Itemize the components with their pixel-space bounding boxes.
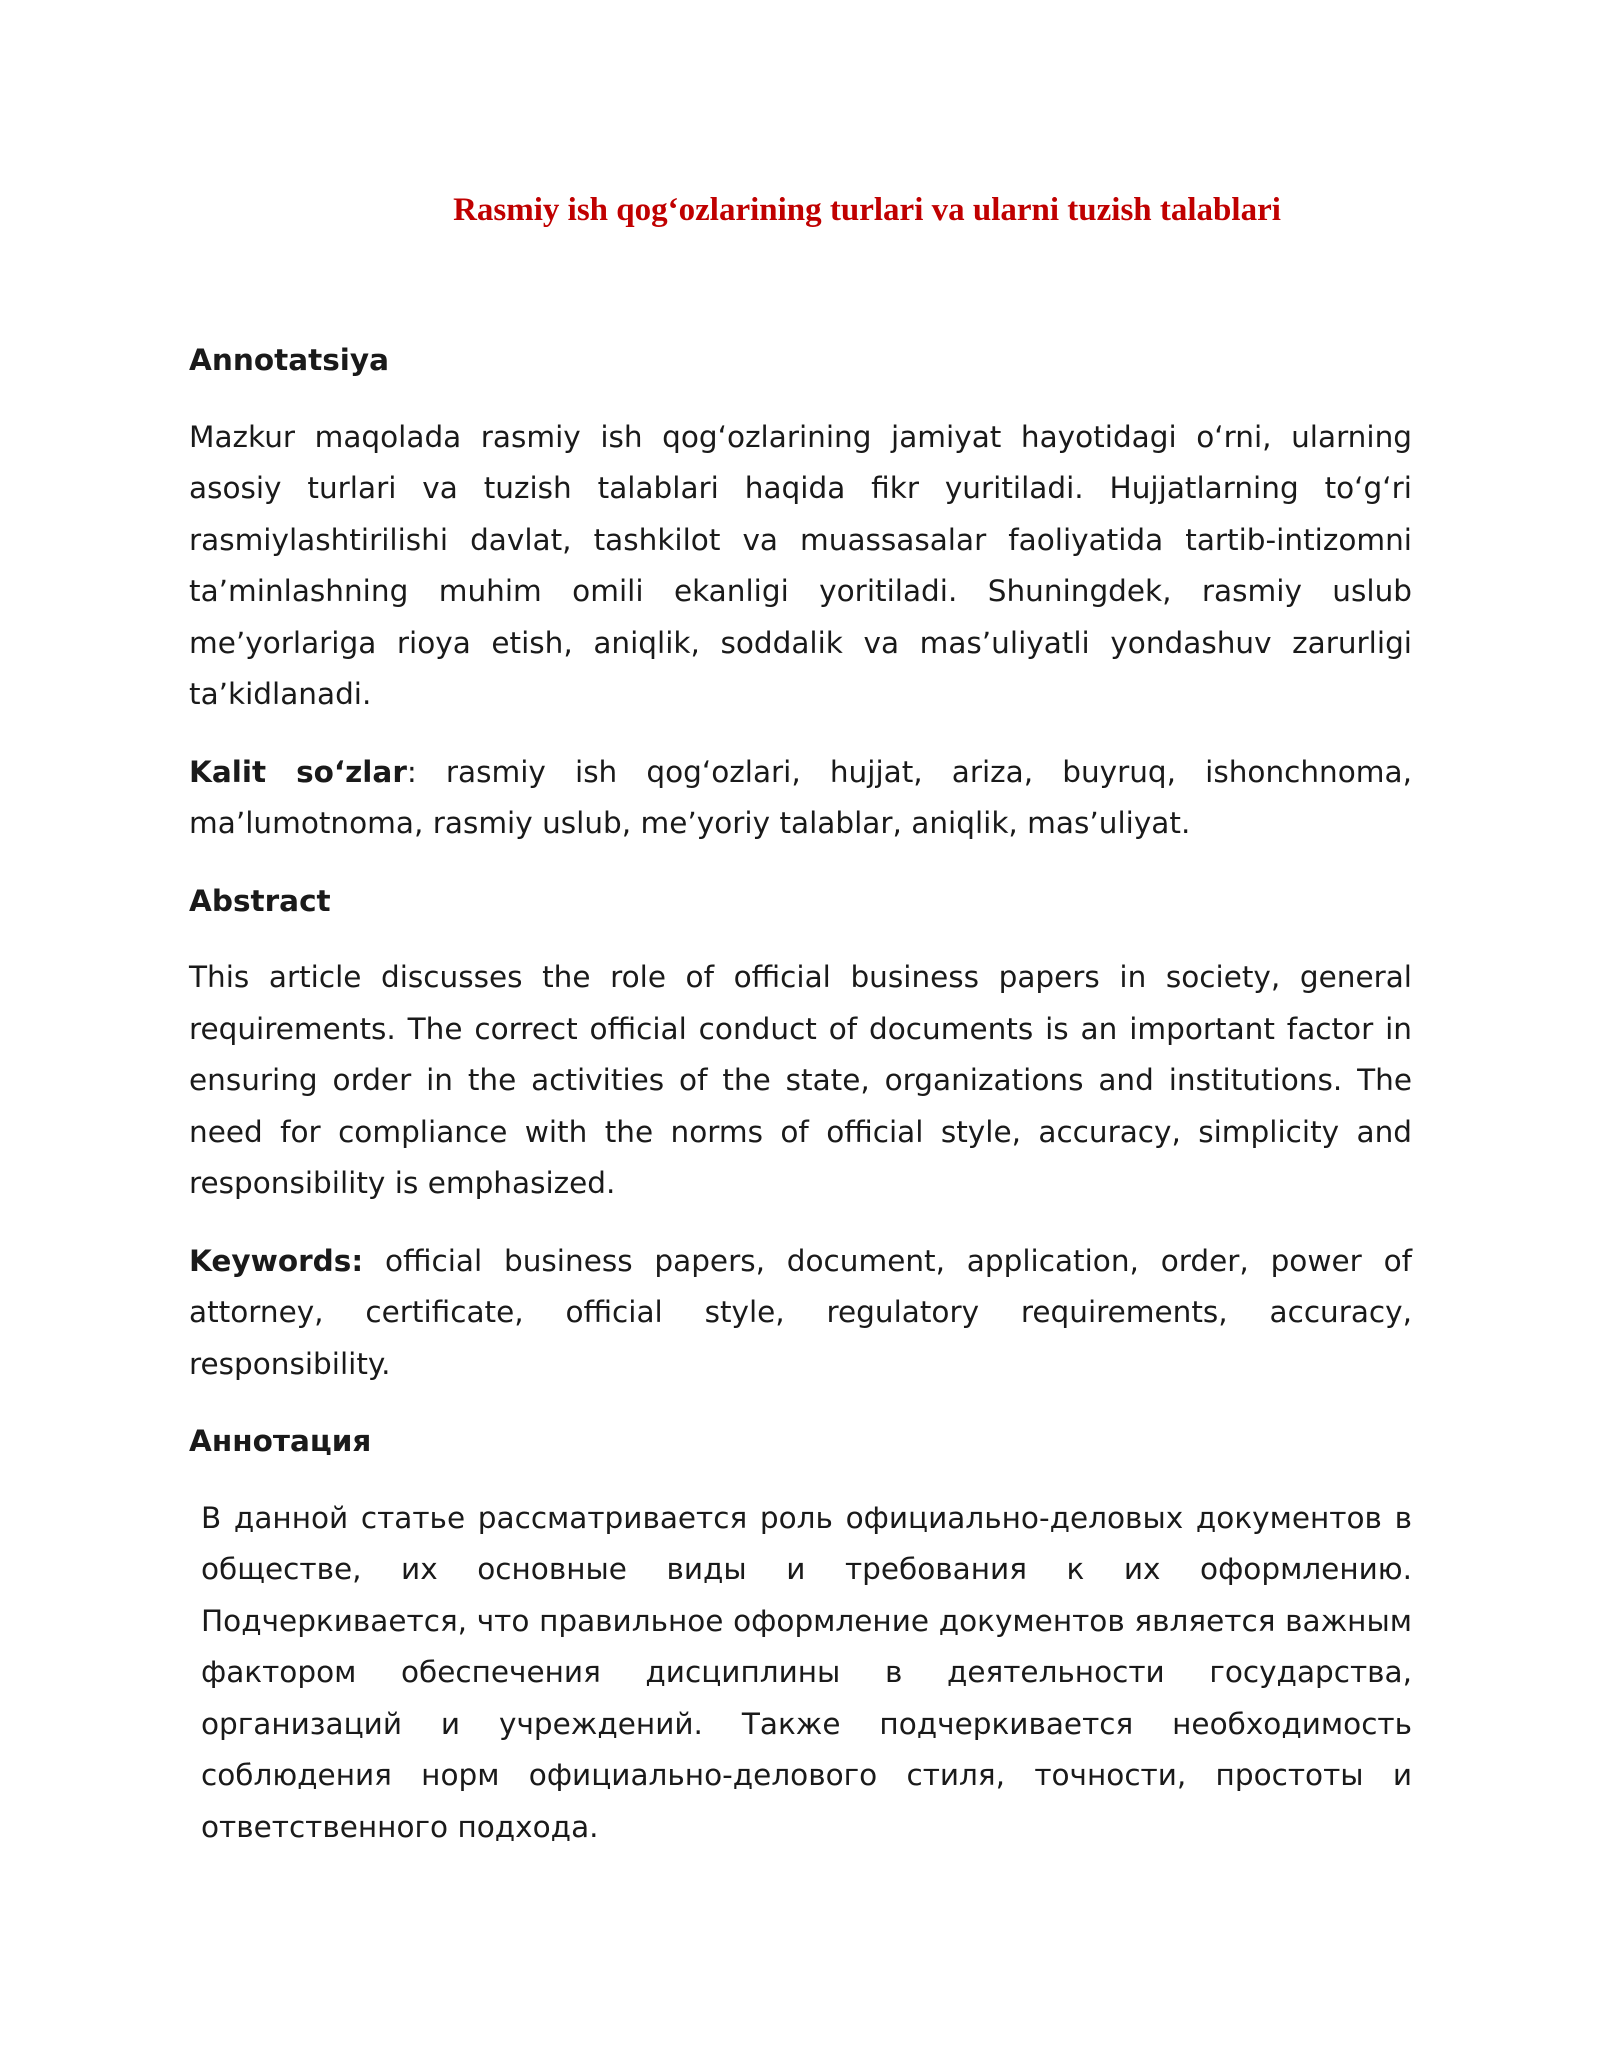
document-body bbox=[189, 335, 1412, 1879]
kalit-sozlar-label: Kalit soʻzlar bbox=[189, 754, 407, 789]
annotatsiya-paragraph: Mazkur maqolada rasmiy ish qogʻozlarining jamiyat hayotidagi oʻrni, ularning asosiy turlari va tuzish talablari haqida fikr yuritiladi. Hujjatlarning toʻgʻri rasmiylashtirilishi davlat, tashkilot va muassasalar faoliyatida tartib-intizomni taʼminlashning muhim omili ekanligi yoritiladi. Shuningdek, rasmiy uslub meʼyorlariga rioya etish, aniqlik, soddalik va masʼuliyatli yondashuv zarurligi taʼkidlanadi. bbox=[189, 419, 1412, 711]
section-heading-abstract: Abstract bbox=[189, 883, 331, 918]
keywords-paragraph bbox=[189, 1236, 1412, 1391]
kalit-sozlar-text: : rasmiy ish qogʻozlari, hujjat, ariza, buyruq, ishonchnoma, maʼlumotnoma, rasmiy uslub, meʼyoriy talablar, aniqlik, masʼuliyat. bbox=[189, 754, 1412, 840]
section-heading-annotatsiya: Annotatsiya bbox=[189, 343, 390, 377]
keywords-label: Keywords: bbox=[189, 1243, 364, 1278]
keywords-text: official business papers, document, application, order, power of attorney, certificate, official style, regulatory requirements, accuracy, responsibility. bbox=[189, 1243, 1412, 1381]
section-heading-annotatsiya-ru: Аннотация bbox=[189, 1424, 372, 1458]
abstract-paragraph: This article discusses the role of official business papers in society, general requirements. The correct official conduct of documents is an important factor in ensuring order in the activities of the state, organizations and institutions. The need for compliance with the norms of official style, accuracy, simplicity and responsibility is emphasized. bbox=[189, 960, 1412, 1200]
kalit-sozlar-paragraph bbox=[189, 747, 1412, 850]
annotatsiya-ru-paragraph: В данной статье рассматривается роль официально-деловых документов в обществе, их основные виды и требования к их оформлению. Подчеркивается, что правильное оформление документов является важным фактором обеспечения дисциплины в деятельности государства, организаций и учреждений. Также подчеркивается необходимость соблюдения норм официально-делового стиля, точности, простоты и ответственного подхода. bbox=[201, 1500, 1412, 1844]
document-title: Rasmiy ish qogʻozlarining turlari va ularni tuzish talablari bbox=[453, 192, 1281, 228]
